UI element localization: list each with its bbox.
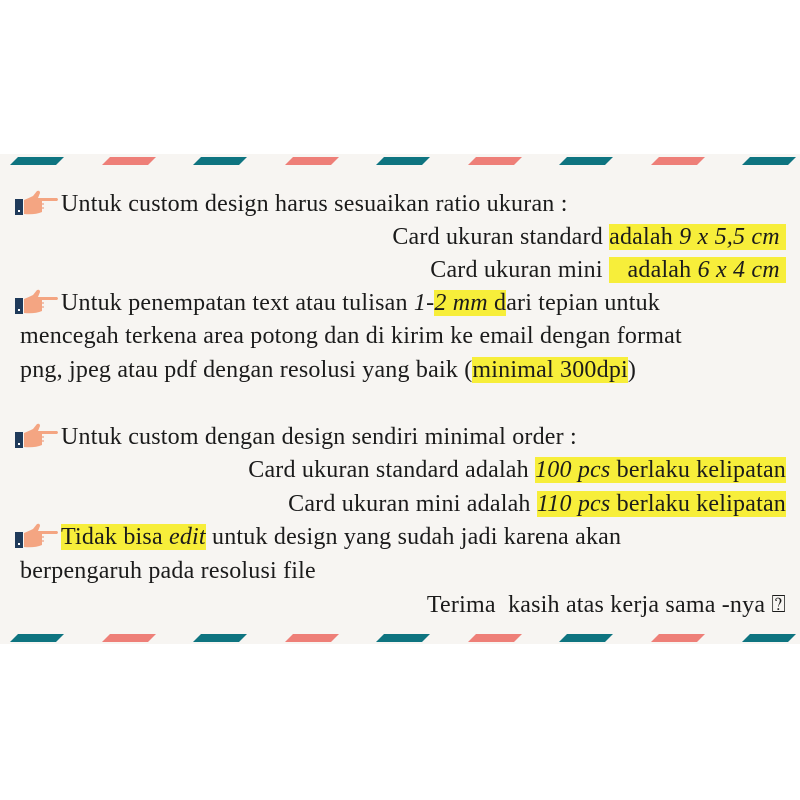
text-segment: Card ukuran standard adalah bbox=[248, 457, 536, 483]
highlighted-text: berlaku kelipatan bbox=[610, 457, 786, 483]
text-line bbox=[392, 222, 786, 252]
border-stripe bbox=[102, 157, 156, 165]
text-segment: 1- bbox=[413, 290, 435, 316]
highlighted-text: d bbox=[493, 290, 507, 316]
border-stripe bbox=[193, 634, 247, 642]
border-stripe bbox=[376, 157, 430, 165]
text-segment: Untuk penempatan text atau tulisan bbox=[61, 290, 414, 316]
pointing-hand-icon bbox=[15, 523, 59, 549]
highlighted-text: Tidak bisa bbox=[61, 524, 169, 550]
highlighted-text: 110 pcs bbox=[536, 491, 611, 517]
border-stripe bbox=[285, 157, 339, 165]
highlighted-text: edit bbox=[169, 524, 206, 550]
highlighted-text: 9 x 5,5 cm bbox=[679, 224, 786, 250]
text-segment: mencegah terkena area potong dan di kirim ke email dengan format bbox=[20, 323, 682, 349]
text-line bbox=[20, 355, 636, 385]
text-segment: Untuk custom dengan design sendiri minimal order : bbox=[61, 424, 577, 450]
border-stripe bbox=[559, 634, 613, 642]
text-line bbox=[248, 455, 786, 485]
border-stripe bbox=[10, 634, 64, 642]
border-stripe bbox=[651, 634, 705, 642]
text-line bbox=[20, 556, 316, 586]
airmail-border-bottom bbox=[0, 634, 800, 642]
border-stripe bbox=[742, 634, 796, 642]
pointing-hand-icon bbox=[15, 423, 59, 449]
notice-card bbox=[0, 154, 800, 644]
highlighted-text: minimal 300dpi bbox=[472, 357, 628, 383]
text-segment: Card ukuran standard bbox=[392, 224, 610, 250]
highlighted-text: 100 pcs bbox=[535, 457, 611, 483]
airmail-border-top bbox=[0, 157, 800, 165]
highlighted-text: adalah bbox=[609, 224, 680, 250]
border-stripe bbox=[559, 157, 613, 165]
text-segment: ari tepian untuk bbox=[506, 290, 661, 316]
border-stripe bbox=[10, 157, 64, 165]
text-segment: Terima kasih atas kerja sama -nya ⍰ bbox=[426, 592, 786, 618]
highlighted-text: berlaku kelipatan bbox=[610, 491, 786, 517]
highlighted-text: 2 mm bbox=[434, 290, 494, 316]
text-segment: ) bbox=[627, 357, 637, 383]
border-stripe bbox=[102, 634, 156, 642]
border-stripe bbox=[651, 157, 705, 165]
border-stripe bbox=[193, 157, 247, 165]
border-stripe bbox=[742, 157, 796, 165]
text-segment: berpengaruh pada resolusi file bbox=[20, 558, 316, 584]
text-line bbox=[15, 522, 621, 552]
text-line bbox=[20, 321, 682, 351]
text-segment: Card ukuran mini bbox=[430, 257, 609, 283]
text-segment: Card ukuran mini adalah bbox=[288, 491, 537, 517]
text-line bbox=[15, 422, 577, 452]
border-stripe bbox=[285, 634, 339, 642]
pointing-hand-icon bbox=[15, 190, 59, 216]
text-segment: Untuk custom design harus sesuaikan ratio ukuran : bbox=[61, 191, 568, 217]
text-line bbox=[15, 288, 660, 318]
border-stripe bbox=[468, 634, 522, 642]
text-line bbox=[15, 189, 568, 219]
pointing-hand-icon bbox=[15, 289, 59, 315]
text-line bbox=[288, 489, 786, 519]
border-stripe bbox=[376, 634, 430, 642]
border-stripe bbox=[468, 157, 522, 165]
text-line bbox=[427, 590, 786, 620]
highlighted-text: adalah bbox=[608, 257, 698, 283]
text-segment: png, jpeg atau pdf dengan resolusi yang baik ( bbox=[20, 357, 473, 383]
text-segment: untuk design yang sudah jadi karena akan bbox=[205, 524, 622, 550]
text-line bbox=[430, 255, 786, 285]
highlighted-text: 6 x 4 cm bbox=[697, 257, 786, 283]
